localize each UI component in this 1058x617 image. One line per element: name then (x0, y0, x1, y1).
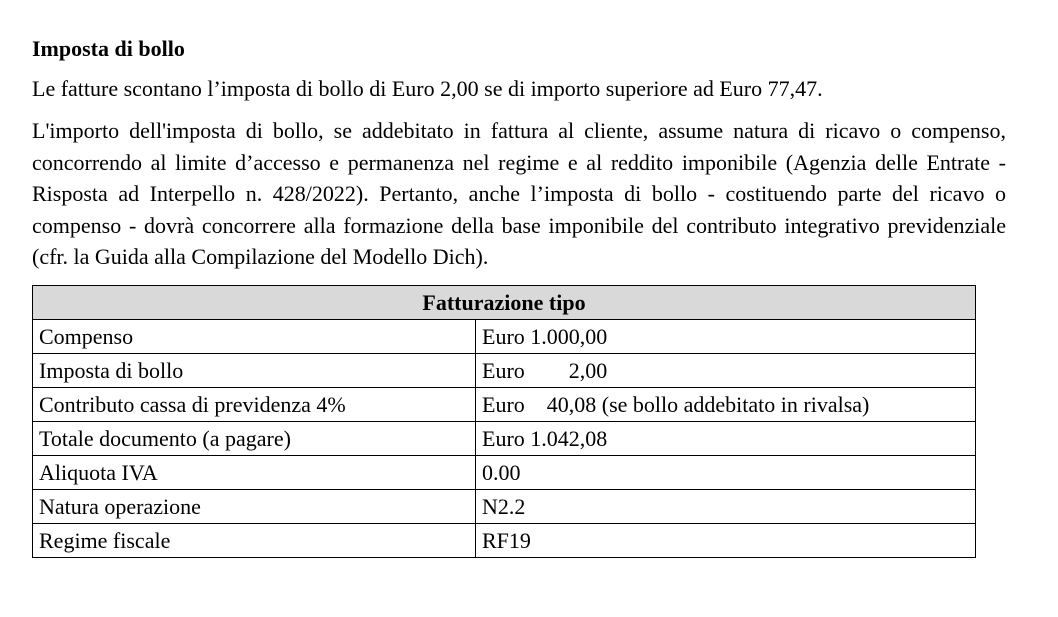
row-value (476, 387, 976, 421)
row-amount: 2,00 (568, 357, 608, 383)
row-amount: RF19 (482, 527, 531, 553)
row-label: Totale documento (a pagare) (33, 421, 476, 455)
row-note: (se bollo addebitato in rivalsa) (601, 391, 870, 417)
table-row (33, 319, 976, 353)
row-amount: 40,08 (546, 391, 597, 417)
row-label: Imposta di bollo (33, 353, 476, 387)
row-currency: Euro (482, 391, 525, 417)
table-header-row (33, 285, 976, 319)
row-label: Contributo cassa di previdenza 4% (33, 387, 476, 421)
fatturazione-table (32, 285, 976, 558)
row-label: Aliquota IVA (33, 455, 476, 489)
row-label: Regime fiscale (33, 523, 476, 557)
document-page (32, 34, 1006, 558)
table-row (33, 387, 976, 421)
row-value (476, 353, 976, 387)
table-title: Fatturazione tipo (33, 285, 976, 319)
paragraph-bollo-treatment: L'importo dell'imposta di bollo, se addebitato in fattura al cliente, assume natura di ricavo o compenso, concorrendo al limite d’accesso e permanenza nel regime e al reddito imponibile (Agenzia delle Entrate - Risposta ad Interpello n. 428/2022). Pertanto, anche l’imposta di bollo - costituendo parte del ricavo o compenso - dovrà concorrere alla formazione della base imponibile del contributo integrativo previdenziale (cfr. la Guida alla Compilazione del Modello Dich). (32, 118, 1006, 269)
table-row (33, 523, 976, 557)
row-value (476, 523, 976, 557)
row-value (476, 489, 976, 523)
row-label: Compenso (33, 319, 476, 353)
row-amount: 0.00 (482, 459, 521, 485)
table-row (33, 421, 976, 455)
row-value (476, 455, 976, 489)
paragraph-bollo-threshold: Le fatture scontano l’imposta di bollo di Euro 2,00 se di importo superiore ad Euro 77,47. (32, 76, 823, 101)
row-value (476, 319, 976, 353)
row-amount: Euro 1.042,08 (482, 425, 608, 451)
row-amount: Euro 1.000,00 (482, 323, 608, 349)
table-row (33, 489, 976, 523)
section-heading: Imposta di bollo (32, 36, 185, 61)
row-label: Natura operazione (33, 489, 476, 523)
table-row (33, 455, 976, 489)
table-row (33, 353, 976, 387)
row-amount: N2.2 (482, 493, 526, 519)
row-currency: Euro (482, 357, 525, 383)
row-value (476, 421, 976, 455)
